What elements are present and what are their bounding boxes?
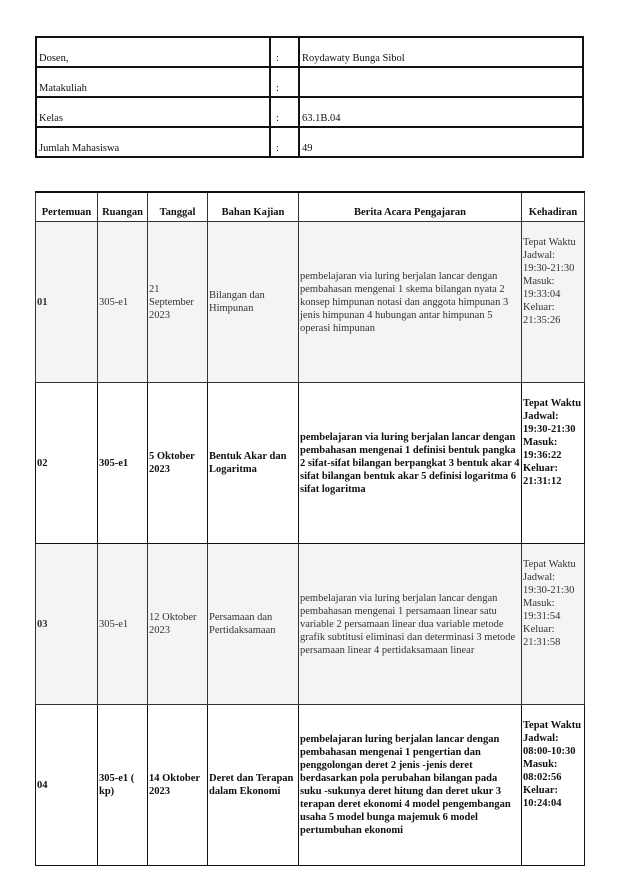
table-row bbox=[36, 383, 585, 544]
header-pertemuan: Pertemuan bbox=[36, 192, 98, 222]
header-bahan-kajian: Bahan Kajian bbox=[208, 192, 299, 222]
info-separator: : bbox=[270, 97, 299, 127]
info-label: Jumlah Mahasiswa bbox=[36, 127, 270, 157]
info-row-kelas bbox=[36, 97, 583, 127]
teaching-report: pembelajaran via luring berjalan lancar dengan pembahasan mengenai 1 persamaan linear satu variable 2 persamaan linear dua variable metode grafik subtitusi eliminasi dan determinasi 3 metode persamaan linear 4 pertidaksamaan linear bbox=[299, 544, 522, 705]
table-row bbox=[36, 222, 585, 383]
room: 305-e1 bbox=[98, 383, 148, 544]
date: 12 Oktober 2023 bbox=[148, 544, 208, 705]
meeting-number: 03 bbox=[36, 544, 98, 705]
info-row-matakuliah bbox=[36, 67, 583, 97]
info-separator: : bbox=[270, 67, 299, 97]
info-value: 63.1B.04 bbox=[299, 97, 583, 127]
meeting-number: 04 bbox=[36, 705, 98, 866]
teaching-report: pembelajaran luring berjalan lancar dengan pembahasan mengenai 1 pengertian dan penggolongan deret 2 jenis -jenis deret berdasarkan pola perubahan bilangan pada suku -sukunya deret hitung dan deret ukur 3 terapan deret ekonomi 4 model pengembangan usaha 5 model bunga majemuk 6 model pertumbuhan ekonomi bbox=[299, 705, 522, 866]
topic: Deret dan Terapan dalam Ekonomi bbox=[208, 705, 299, 866]
info-label: Matakuliah bbox=[36, 67, 270, 97]
teaching-report: pembelajaran via luring berjalan lancar dengan pembahasan mengenai 1 definisi bentuk pangka 2 sifat-sifat bilangan berpangkat 3 bentuk akar 4 sifat bilangan bentuk akar 5 definisi logaritma 6 sifat logaritma bbox=[299, 383, 522, 544]
table-row bbox=[36, 544, 585, 705]
attendance: Tepat Waktu Jadwal: 08:00-10:30 Masuk: 08:02:56 Keluar: 10:24:04 bbox=[522, 705, 585, 866]
date: 21 September 2023 bbox=[148, 222, 208, 383]
info-separator: : bbox=[270, 127, 299, 157]
date: 14 Oktober 2023 bbox=[148, 705, 208, 866]
attendance: Tepat Waktu Jadwal: 19:30-21:30 Masuk: 19:36:22 Keluar: 21:31:12 bbox=[522, 383, 585, 544]
info-value bbox=[299, 67, 583, 97]
room: 305-e1 ( kp) bbox=[98, 705, 148, 866]
info-row-jumlah bbox=[36, 127, 583, 157]
attendance: Tepat Waktu Jadwal: 19:30-21:30 Masuk: 19:31:54 Keluar: 21:31:58 bbox=[522, 544, 585, 705]
attendance: Tepat Waktu Jadwal: 19:30-21:30 Masuk: 19:33:04 Keluar: 21:35:26 bbox=[522, 222, 585, 383]
header-kehadiran: Kehadiran bbox=[522, 192, 585, 222]
schedule-header-row bbox=[36, 192, 585, 222]
info-label: Kelas bbox=[36, 97, 270, 127]
topic: Persamaan dan Pertidaksamaan bbox=[208, 544, 299, 705]
table-row bbox=[36, 705, 585, 866]
teaching-report: pembelajaran via luring berjalan lancar dengan pembahasan mengenai 1 skema bilangan nyata 2 konsep himpunan notasi dan anggota himpunan 3 jenis himpunan 4 hubungan antar himpunan 5 operasi himpunan bbox=[299, 222, 522, 383]
header-berita-acara: Berita Acara Pengajaran bbox=[299, 192, 522, 222]
info-separator: : bbox=[270, 37, 299, 67]
topic: Bilangan dan Himpunan bbox=[208, 222, 299, 383]
meeting-number: 01 bbox=[36, 222, 98, 383]
room: 305-e1 bbox=[98, 544, 148, 705]
info-value: 49 bbox=[299, 127, 583, 157]
room: 305-e1 bbox=[98, 222, 148, 383]
course-info-table bbox=[35, 36, 584, 158]
info-row-dosen bbox=[36, 37, 583, 67]
info-label: Dosen, bbox=[36, 37, 270, 67]
date: 5 Oktober 2023 bbox=[148, 383, 208, 544]
info-value: Roydawaty Bunga Sibol bbox=[299, 37, 583, 67]
schedule-table bbox=[35, 191, 585, 866]
header-tanggal: Tanggal bbox=[148, 192, 208, 222]
topic: Bentuk Akar dan Logaritma bbox=[208, 383, 299, 544]
header-ruangan: Ruangan bbox=[98, 192, 148, 222]
meeting-number: 02 bbox=[36, 383, 98, 544]
